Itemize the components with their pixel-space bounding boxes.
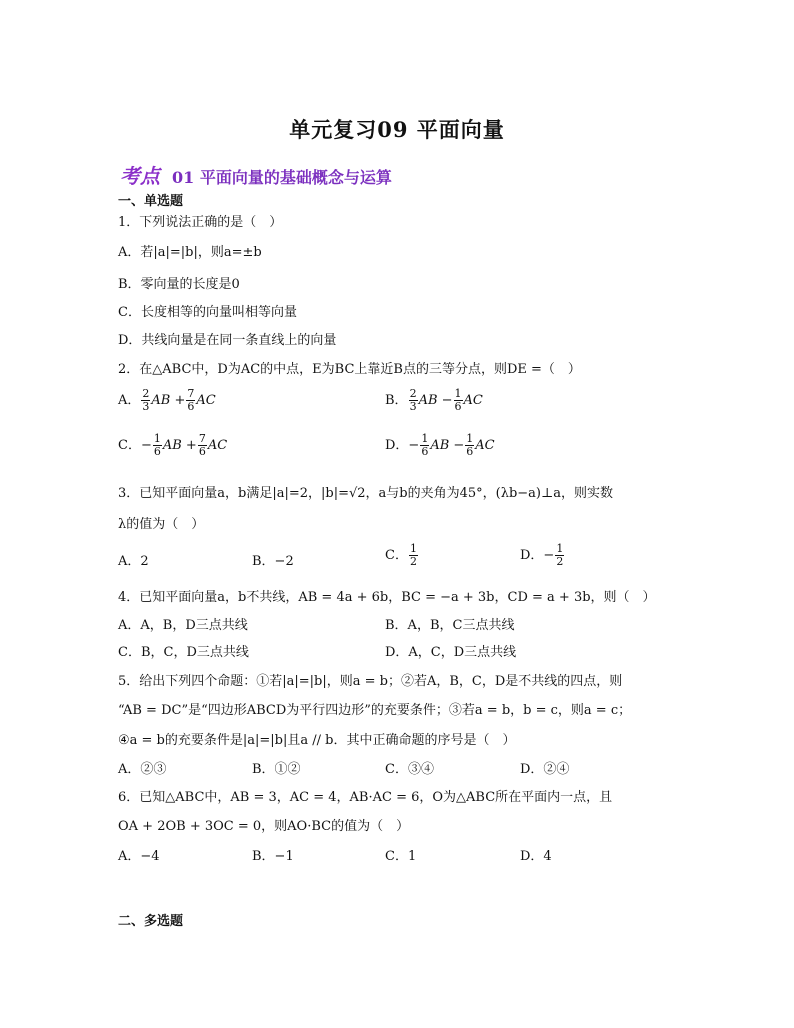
q2-d-frac2-den: 6 — [466, 445, 474, 458]
q2-a-frac2-den: 6 — [187, 400, 195, 413]
q5-option-a: A．②③ — [118, 762, 167, 777]
q5-option-d: D．②④ — [520, 762, 570, 777]
q6-stem-line2: OA + 2OB + 3OC = 0，则AO·BC的值为（ ） — [118, 819, 410, 834]
q2-c-frac1-den: 6 — [153, 445, 161, 458]
q2-option-a — [118, 388, 216, 413]
q4-option-a: A．A，B，D三点共线 — [118, 618, 248, 633]
q2-b-end: AC — [463, 393, 483, 408]
q2-a-frac1 — [141, 388, 150, 413]
q3-d-frac — [555, 543, 564, 568]
q4-option-c: C．B，C，D三点共线 — [118, 645, 249, 660]
q2-option-d — [385, 433, 495, 458]
q6-option-c: C．1 — [385, 849, 417, 864]
q2-d-frac1-den: 6 — [421, 445, 429, 458]
q2-d-frac2 — [465, 433, 474, 458]
q2-c-frac1 — [153, 433, 162, 458]
page-title: 单元复习09 平面向量 — [289, 117, 505, 142]
q3-option-a: A．2 — [118, 554, 149, 569]
q1-option-c: C．长度相等的向量叫相等向量 — [118, 305, 297, 320]
section-multi-choice: 二、多选题 — [118, 914, 184, 929]
q4-option-b: B．A，B，C三点共线 — [385, 618, 515, 633]
q5-option-c: C．③④ — [385, 762, 434, 777]
q2-d-frac1-num: 1 — [421, 432, 429, 445]
q3-option-d — [520, 543, 565, 568]
q2-d-prefix: D．− — [385, 438, 420, 453]
q2-b-frac2-den: 6 — [454, 400, 462, 413]
q2-c-mid: AB + — [162, 438, 197, 453]
topic-heading — [120, 160, 392, 189]
q2-option-c — [118, 433, 227, 458]
q5-option-b: B．①② — [252, 762, 301, 777]
q3-c-den: 2 — [409, 555, 417, 568]
q6-option-d: D．4 — [520, 849, 552, 864]
topic-badge: 考点 — [120, 164, 160, 188]
q2-c-end: AC — [207, 438, 228, 453]
q2-c-frac2-den: 6 — [198, 445, 206, 458]
q3-d-prefix: D．− — [520, 548, 555, 563]
q3-d-num: 1 — [556, 542, 564, 555]
q2-d-frac2-num: 1 — [466, 432, 474, 445]
q3-c-frac — [409, 543, 418, 568]
q1-option-d: D．共线向量是在同一条直线上的向量 — [118, 333, 337, 348]
q2-c-prefix: C．− — [118, 438, 152, 453]
q3-option-c — [385, 543, 419, 568]
q4-option-d: D．A，C，D三点共线 — [385, 645, 517, 660]
q2-d-mid: AB − — [430, 438, 465, 453]
q2-c-frac2 — [198, 433, 207, 458]
q2-c-frac1-num: 1 — [153, 432, 161, 445]
q2-a-mid: AB + — [151, 393, 186, 408]
q5-stem-line3: ④a = b的充要条件是|a|=|b|且a // b．其中正确命题的序号是（ ） — [118, 733, 516, 748]
q1-stem: 1．下列说法正确的是（ ） — [118, 215, 283, 230]
q2-stem: 2．在△ABC中，D为AC的中点，E为BC上靠近B点的三等分点，则DE =（ ） — [118, 362, 581, 377]
q3-c-num: 1 — [409, 542, 417, 555]
q2-a-frac1-den: 3 — [142, 400, 150, 413]
q2-a-frac1-num: 2 — [142, 387, 150, 400]
q2-b-frac1-num: 2 — [409, 387, 417, 400]
q3-option-b: B．−2 — [252, 554, 294, 569]
q2-b-frac1-den: 3 — [409, 400, 417, 413]
q2-c-frac2-num: 7 — [198, 432, 206, 445]
q3-c-prefix: C． — [385, 548, 408, 563]
section-single-choice: 一、单选题 — [118, 194, 184, 209]
q2-d-frac1 — [420, 433, 429, 458]
q5-stem-line2: “AB = DC”是“四边形ABCD为平行四边形”的充要条件；③若a = b，b = c，则a = c； — [118, 703, 632, 718]
q2-a-frac2-num: 7 — [187, 387, 195, 400]
q2-b-mid: AB − — [418, 393, 453, 408]
q6-option-b: B．−1 — [252, 849, 294, 864]
q5-stem-line1: 5．给出下列四个命题：①若|a|=|b|，则a = b；②若A，B，C，D是不共线的四点，则 — [118, 674, 623, 689]
q6-option-a: A．−4 — [118, 849, 160, 864]
q2-b-frac2 — [454, 388, 463, 413]
q2-a-end: AC — [196, 393, 216, 408]
q2-option-b — [385, 388, 483, 413]
q2-a-prefix: A． — [118, 393, 141, 408]
q3-d-den: 2 — [556, 555, 564, 568]
q2-b-prefix: B． — [385, 393, 408, 408]
q1-option-b: B．零向量的长度是0 — [118, 277, 240, 292]
q2-a-frac2 — [186, 388, 195, 413]
q2-b-frac2-num: 1 — [454, 387, 462, 400]
q2-d-end: AC — [475, 438, 495, 453]
q3-stem-line1: 3．已知平面向量a，b满足|a|=2，|b|=√2，a与b的夹角为45°，(λb−a)⊥a，则实数 — [118, 486, 613, 501]
q1-option-a: A．若|a|=|b|，则a=±b — [118, 245, 262, 260]
topic-label: 01 平面向量的基础概念与运算 — [172, 168, 392, 187]
q2-b-frac1 — [409, 388, 418, 413]
q6-stem-line1: 6．已知△ABC中，AB = 3，AC = 4，AB·AC = 6，O为△ABC所在平面内一点，且 — [118, 790, 613, 805]
q4-stem: 4．已知平面向量a，b不共线，AB = 4a + 6b，BC = −a + 3b，CD = a + 3b，则（ ） — [118, 590, 656, 605]
q3-stem-line2: λ的值为（ ） — [118, 517, 205, 532]
